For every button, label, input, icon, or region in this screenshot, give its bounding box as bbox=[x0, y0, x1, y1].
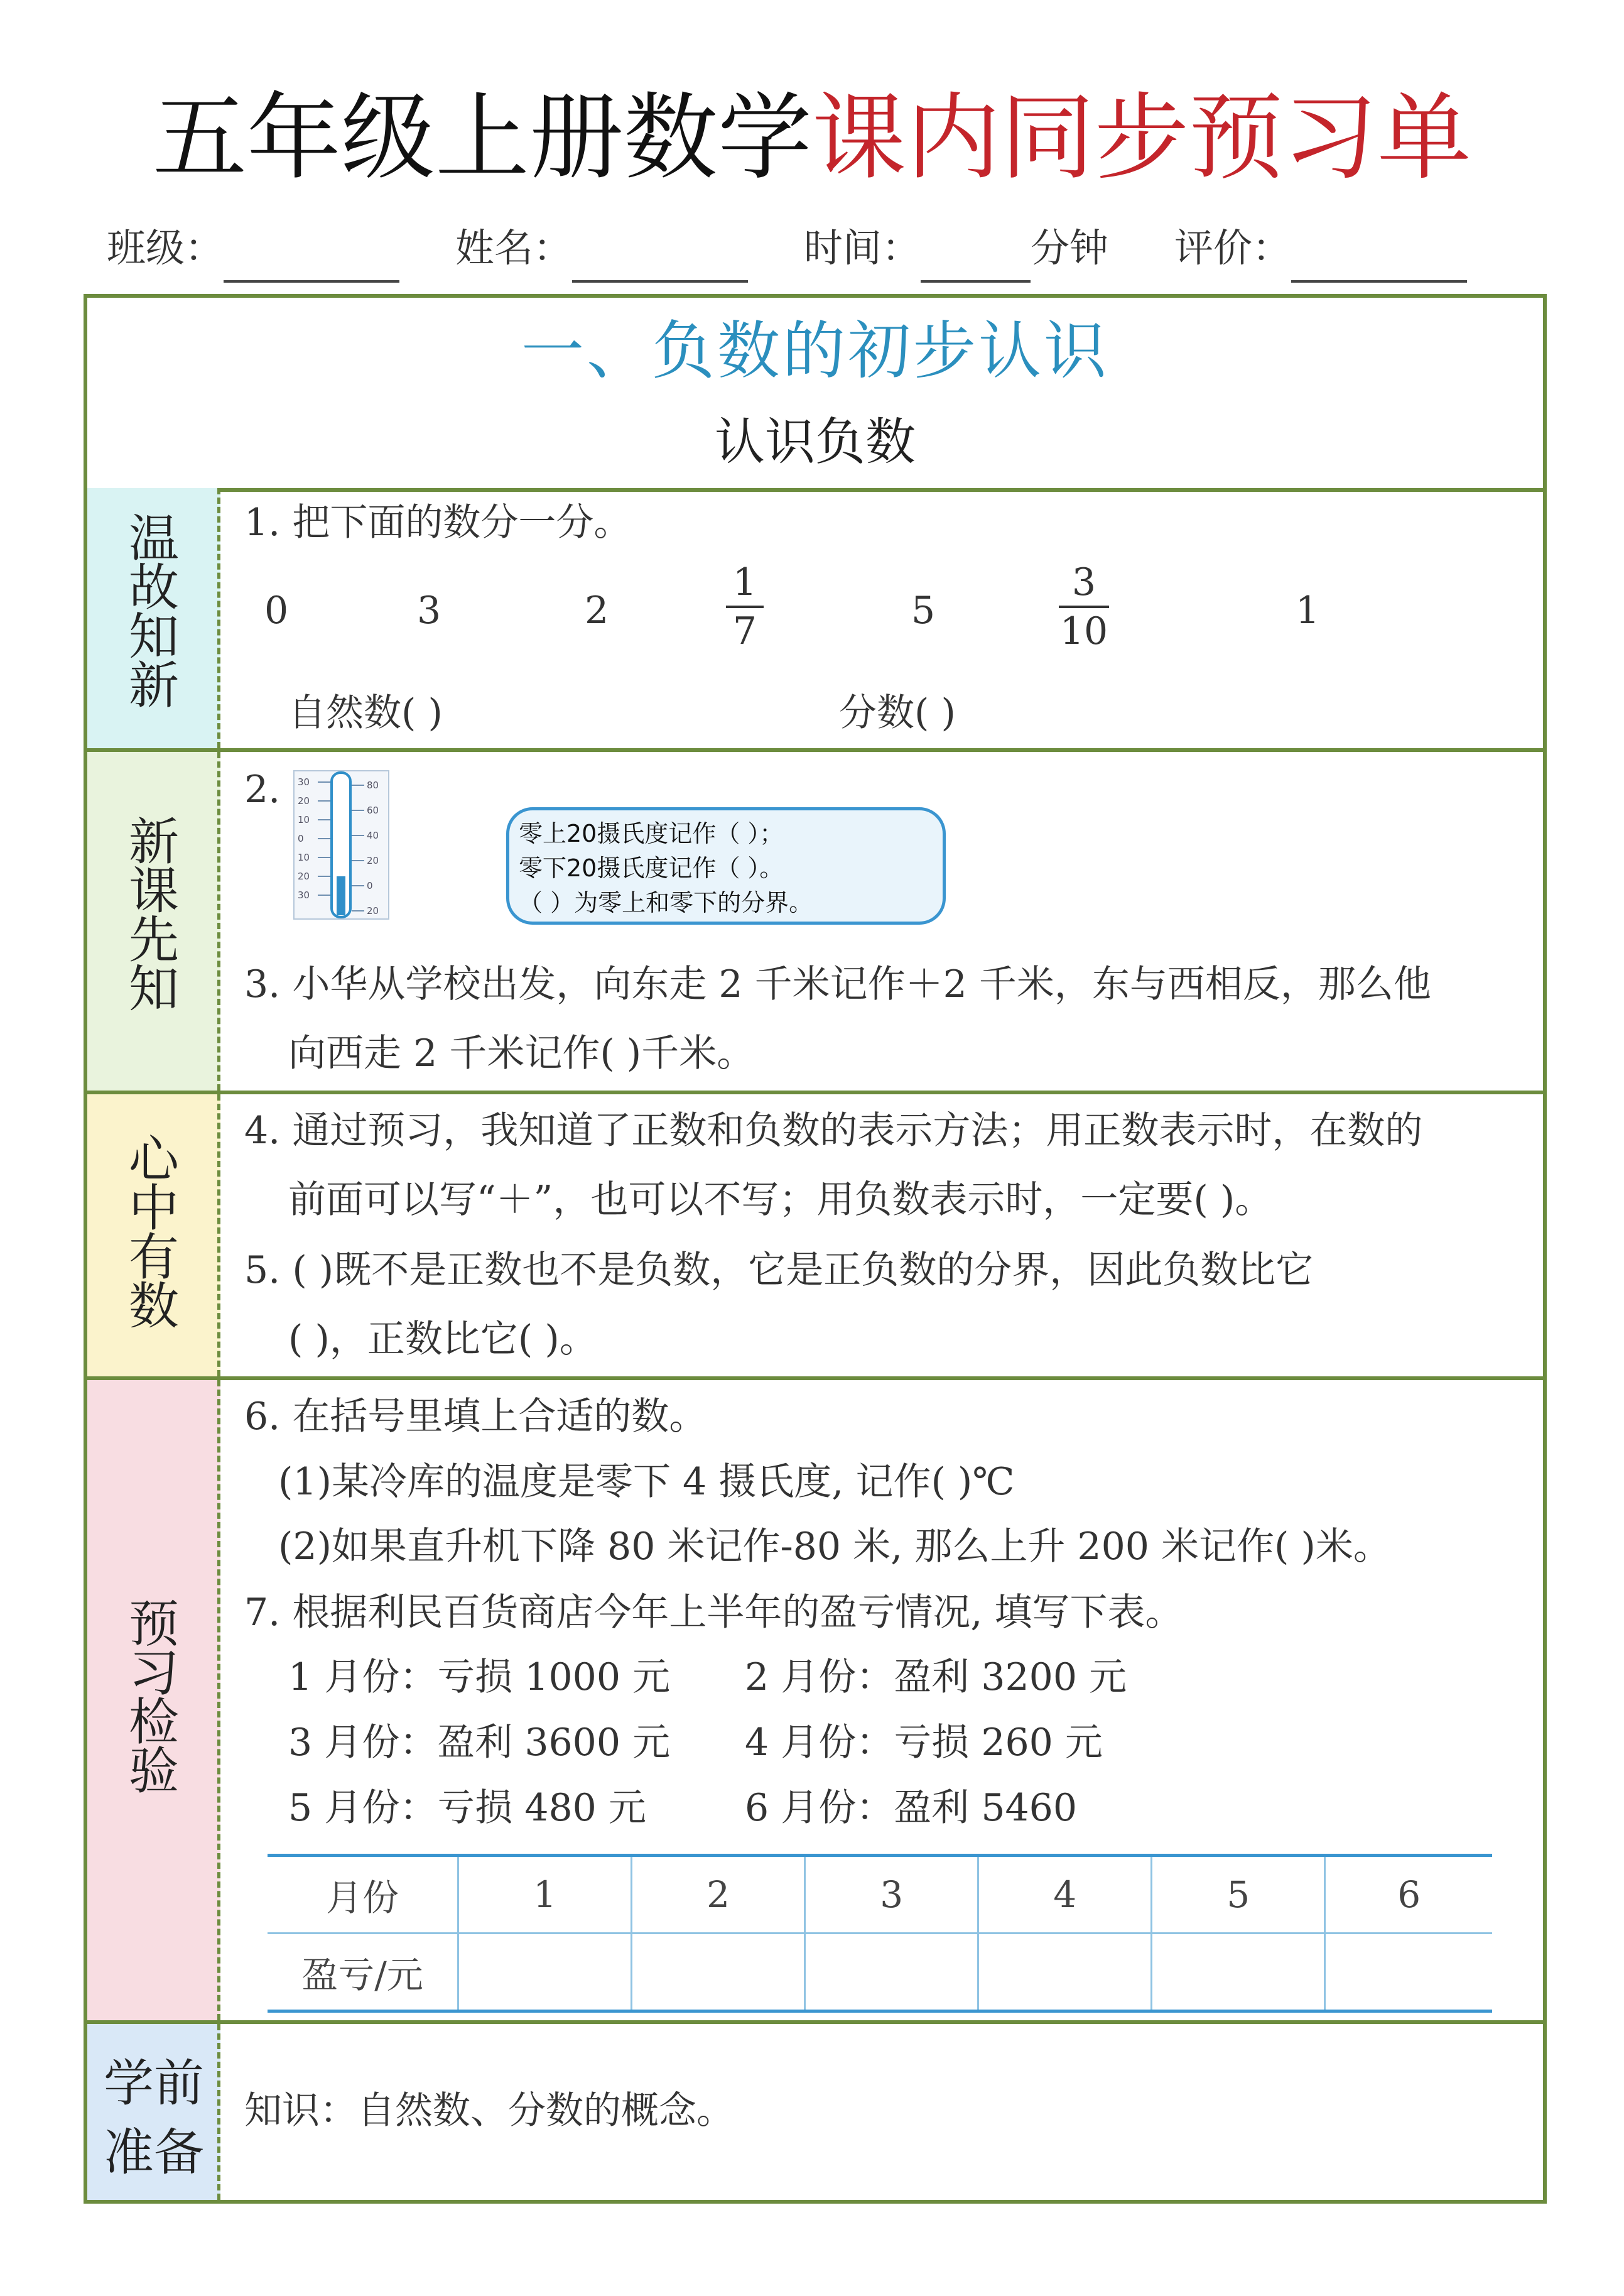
new-lesson-content bbox=[220, 752, 1543, 1091]
class-field bbox=[107, 214, 399, 283]
table-header-cell: 1 bbox=[458, 1856, 632, 1934]
q7-month-1: 1 月份：亏损 1000 元 bbox=[288, 1655, 671, 1699]
check-content bbox=[220, 1380, 1543, 2020]
bubble-line-2[interactable]: 零下20摄氏度记作（ ）。 bbox=[519, 854, 784, 882]
q7-month-4: 4 月份：亏损 260 元 bbox=[745, 1721, 1103, 1765]
section-label-summary bbox=[87, 1094, 220, 1376]
scale-label-left: 10 bbox=[298, 852, 310, 863]
name-blank[interactable] bbox=[572, 230, 748, 283]
scale-label-left: 30 bbox=[298, 776, 310, 788]
review-content bbox=[220, 488, 1543, 748]
answer-cell[interactable] bbox=[458, 1934, 632, 2011]
answer-cell[interactable] bbox=[1152, 1934, 1325, 2011]
student-info-header bbox=[107, 214, 1551, 289]
fraction-bar bbox=[726, 606, 764, 608]
fraction-denominator: 7 bbox=[732, 609, 757, 653]
scale-label-left: 20 bbox=[298, 871, 310, 882]
title-cell bbox=[87, 298, 1543, 492]
scale-label-right: 20 bbox=[367, 855, 379, 866]
fraction-denominator: 10 bbox=[1059, 609, 1108, 653]
q6-sub-1[interactable]: (1)某冷库的温度是零下 4 摄氏度, 记作( )℃ bbox=[278, 1460, 1015, 1504]
thermometer-image bbox=[293, 770, 390, 920]
side-text: 学前 准备 bbox=[104, 2054, 204, 2182]
q5-line-2[interactable]: ( )，正数比它( )。 bbox=[288, 1317, 597, 1361]
scale-label-left: 10 bbox=[298, 814, 310, 825]
fraction-numerator: 3 bbox=[1071, 560, 1096, 604]
number-3: 3 bbox=[417, 589, 441, 633]
answer-cell[interactable] bbox=[978, 1934, 1152, 2011]
scale-label-right: 80 bbox=[367, 780, 379, 791]
q2-number: 2. bbox=[244, 768, 281, 812]
side-text: 新 课 先 知 bbox=[129, 813, 179, 1018]
scale-label-right: 60 bbox=[367, 805, 379, 816]
table-header-cell: 4 bbox=[978, 1856, 1152, 1934]
scale-label-right: 0 bbox=[367, 880, 373, 891]
table-header-cell: 6 bbox=[1325, 1856, 1492, 1934]
table-header-row bbox=[268, 1856, 1492, 1934]
number-0: 0 bbox=[264, 589, 289, 633]
title-red: 课内同步预习单 bbox=[812, 84, 1472, 193]
section-label-review bbox=[87, 488, 220, 748]
side-text: 心 中 有 数 bbox=[129, 1130, 179, 1336]
fraction-1-7 bbox=[720, 560, 770, 653]
profit-loss-table bbox=[268, 1854, 1492, 2013]
q6-text: 6. 在括号里填上合适的数。 bbox=[244, 1395, 707, 1439]
side-text: 预 习 检 验 bbox=[129, 1595, 179, 1800]
section-label-check bbox=[87, 1380, 220, 2020]
fraction-numerator: 1 bbox=[732, 560, 757, 604]
scale-label-left: 0 bbox=[298, 833, 304, 844]
scale-label-left: 30 bbox=[298, 890, 310, 901]
bubble-line-1[interactable]: 零上20摄氏度记作（ ）； bbox=[519, 820, 784, 847]
table-header-cell: 5 bbox=[1152, 1856, 1325, 1934]
table-header-cell: 月份 bbox=[268, 1856, 458, 1934]
scale-label-left: 20 bbox=[298, 795, 310, 807]
eval-blank[interactable] bbox=[1291, 230, 1467, 283]
bubble-line-3[interactable]: （ ）为零上和零下的分界。 bbox=[519, 889, 813, 917]
prep-text: 知识：自然数、分数的概念。 bbox=[244, 2089, 734, 2133]
title-black: 五年级上册数学 bbox=[152, 84, 812, 193]
q4-line-2[interactable]: 前面可以写“＋”，也可以不写；用负数表示时，一定要( )。 bbox=[288, 1178, 1273, 1222]
q7-month-5: 5 月份：亏损 480 元 bbox=[288, 1786, 646, 1830]
table-header-cell: 3 bbox=[805, 1856, 978, 1934]
table-row-label: 盈亏/元 bbox=[268, 1934, 458, 2011]
section-label-prep bbox=[87, 2024, 220, 2200]
name-label: 姓名： bbox=[455, 225, 573, 271]
q1-text: 1. 把下面的数分一分。 bbox=[244, 501, 632, 545]
number-1: 1 bbox=[1296, 589, 1320, 633]
side-text: 温 故 知 新 bbox=[129, 509, 179, 715]
class-label: 班级： bbox=[107, 225, 224, 271]
time-label: 时间： bbox=[804, 225, 921, 271]
eval-field bbox=[1174, 214, 1467, 283]
prep-content bbox=[220, 2024, 1543, 2200]
q7-month-2: 2 月份：盈利 3200 元 bbox=[745, 1655, 1127, 1699]
worksheet-frame bbox=[84, 294, 1547, 2204]
q4-line-1: 4. 通过预习，我知道了正数和负数的表示方法；用正数表示时，在数的 bbox=[244, 1109, 1423, 1153]
summary-content bbox=[220, 1094, 1543, 1376]
number-5: 5 bbox=[911, 589, 936, 633]
section-summary bbox=[87, 1094, 1543, 1380]
time-blank[interactable] bbox=[921, 230, 1031, 283]
answer-cell[interactable] bbox=[1325, 1934, 1492, 2011]
answer-cell[interactable] bbox=[805, 1934, 978, 2011]
fraction-3-10 bbox=[1053, 560, 1115, 653]
page-title bbox=[0, 75, 1624, 201]
section-new-lesson bbox=[87, 752, 1543, 1094]
q5-line-1[interactable]: 5. ( )既不是正数也不是负数，它是正负数的分界，因此负数比它 bbox=[244, 1248, 1314, 1292]
answer-cell[interactable] bbox=[632, 1934, 805, 2011]
fractions-answer[interactable]: 分数( ) bbox=[839, 691, 956, 735]
table-header-cell: 2 bbox=[632, 1856, 805, 1934]
q7-month-6: 6 月份：盈利 5460 bbox=[745, 1786, 1078, 1830]
table-row bbox=[268, 1934, 1492, 2011]
lesson-title: 认识负数 bbox=[715, 413, 916, 471]
scale-label-right: 40 bbox=[367, 830, 379, 841]
thermometer-question-bubble bbox=[506, 807, 946, 925]
unit-title: 一、负数的初步认识 bbox=[521, 314, 1109, 388]
number-2: 2 bbox=[585, 589, 609, 633]
q3-line-1: 3. 小华从学校出发，向东走 2 千米记作＋2 千米，东与西相反，那么他 bbox=[244, 962, 1431, 1006]
scale-label-right: 20 bbox=[367, 905, 379, 917]
section-prep bbox=[87, 2024, 1543, 2200]
fraction-bar bbox=[1059, 606, 1109, 608]
section-review bbox=[87, 488, 1543, 752]
eval-label: 评价： bbox=[1174, 225, 1292, 271]
class-blank[interactable] bbox=[224, 230, 399, 283]
section-check bbox=[87, 1380, 1543, 2024]
q7-month-3: 3 月份：盈利 3600 元 bbox=[288, 1721, 671, 1765]
name-field bbox=[455, 214, 748, 283]
q6-sub-2[interactable]: (2)如果直升机下降 80 米记作-80 米, 那么上升 200 米记作( )米。 bbox=[278, 1525, 1391, 1569]
time-unit: 分钟 bbox=[1031, 225, 1109, 271]
q3-line-2[interactable]: 向西走 2 千米记作( )千米。 bbox=[288, 1031, 755, 1075]
time-field bbox=[804, 214, 1108, 283]
section-label-new-lesson bbox=[87, 752, 220, 1091]
natural-numbers-answer[interactable]: 自然数( ) bbox=[288, 691, 443, 735]
q7-text: 7. 根据利民百货商店今年上半年的盈亏情况, 填写下表。 bbox=[244, 1591, 1183, 1635]
